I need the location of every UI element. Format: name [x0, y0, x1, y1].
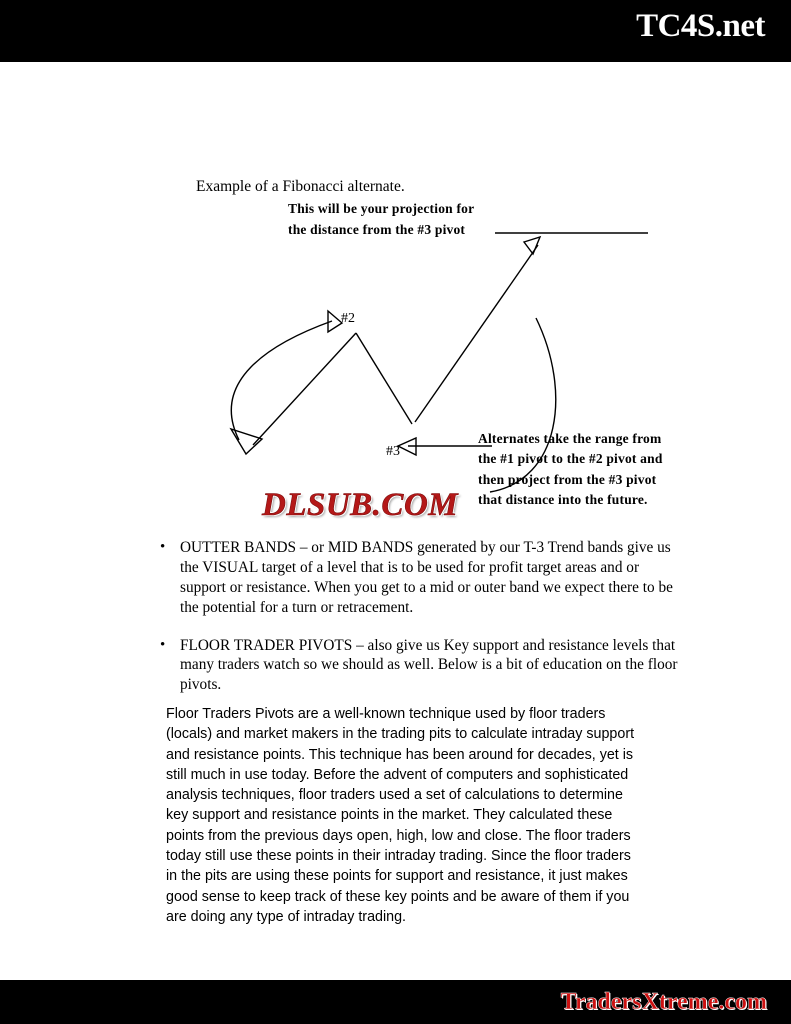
projection-note — [288, 199, 474, 241]
site-logo-header: TC4S.net — [636, 8, 765, 44]
fibonacci-alternate-diagram — [0, 62, 791, 532]
bullet-text: FLOOR TRADER PIVOTS – also give us Key support and resistance levels that many traders watch so we should as well. Below is a bit of education on the floor pivots. — [180, 636, 678, 694]
bullet-marker-icon: • — [160, 636, 166, 653]
bullet-marker-icon: • — [160, 539, 166, 555]
leg-down-to-pivot3 — [356, 333, 412, 424]
watermark-text: DLSUB.COM — [262, 487, 459, 523]
bullet-text: OUTTER BANDS – or MID BANDS generated by our T-3 Trend bands give us the VISUAL target of a level that is to be used for profit target areas and or support or resistance. When you get to a mid or outer band we expect there to be the potential for a turn or retracement. — [180, 539, 673, 616]
diagram-caption: Example of a Fibonacci alternate. — [196, 178, 405, 195]
projection-note-line1: This will be your projection for — [288, 201, 475, 216]
pivot-2-label: #2 — [341, 311, 355, 326]
projection-note-line2: the distance from the #3 pivot — [288, 221, 466, 237]
leg-up-to-pivot2 — [253, 333, 356, 445]
left-sweep-curve — [231, 321, 332, 440]
list-item — [0, 636, 791, 696]
bullet-list — [0, 538, 791, 713]
alternates-note: Alternates take the range from the #1 pivot to the #2 pivot and then project from the #3 pivot that distance into the future. — [478, 431, 663, 507]
site-logo-footer: TradersXtreme.com — [560, 989, 767, 1015]
body-paragraph: Floor Traders Pivots are a well-known technique used by floor traders (locals) and market makers in the trading pits to calculate intraday support and resistance points. This technique has been around for decades, yet is still much in use today. Before the advent of computers and sophisticated analysis techniques, floor traders used a set of calculations to determine key support and resistance points in the market. They calculated these points from the previous days open, high, low and close. The floor traders today still use these points in their intraday trading. Since the floor traders in the pits are using these points for support and resistance, it just makes good sense to keep track of these key points and be aware of them if you are doing any type of intraday trading. — [166, 706, 635, 925]
list-item — [0, 538, 791, 618]
pivot-3-label: #3 — [386, 444, 400, 459]
rising-leg — [415, 245, 538, 422]
